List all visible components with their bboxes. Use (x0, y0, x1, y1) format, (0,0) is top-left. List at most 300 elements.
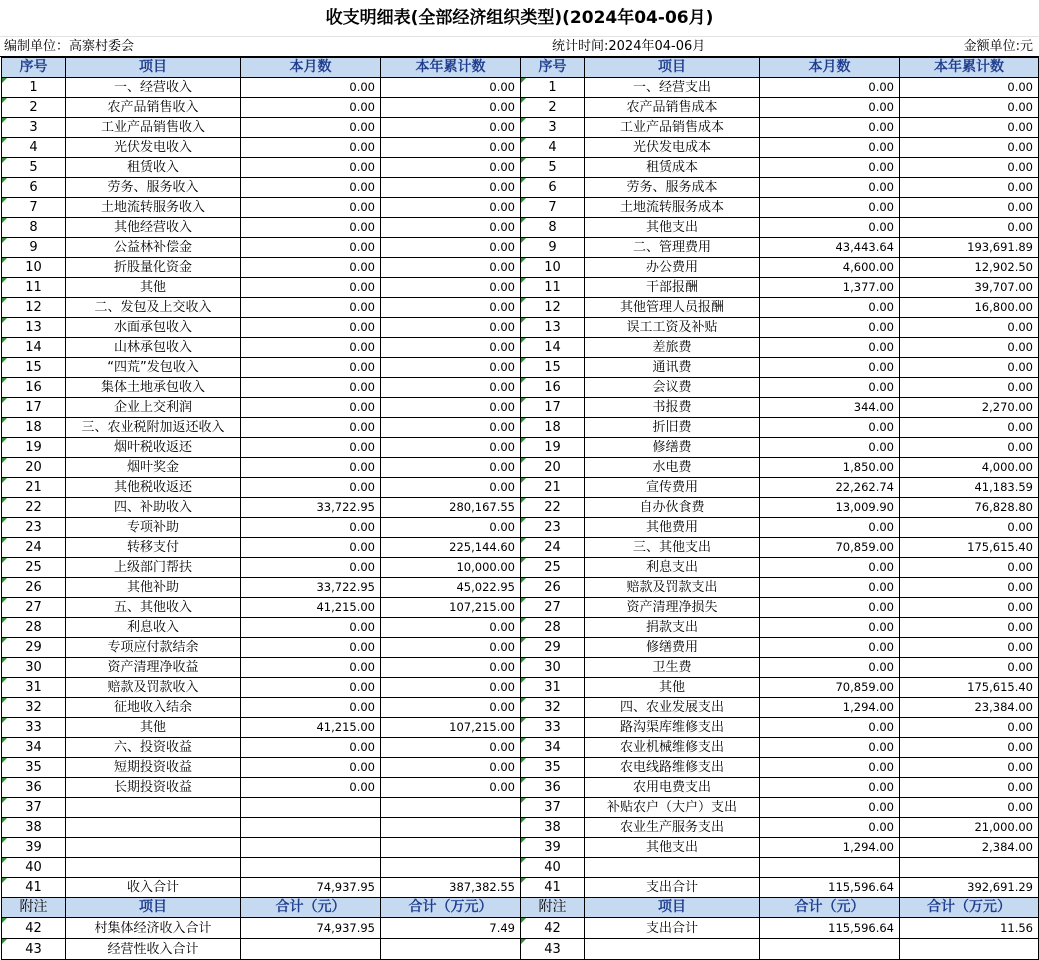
footer-note-right: 附注 (521, 898, 585, 918)
table-row (2, 638, 1039, 658)
table-row (2, 158, 1039, 178)
expense-item: 办公费用 (585, 258, 760, 278)
expense-ytd: 175,615.40 (900, 678, 1039, 698)
income-month: 0.00 (241, 198, 381, 218)
income-ytd: 0.00 (381, 218, 521, 238)
expense-ytd (900, 939, 1039, 960)
expense-item: 其他管理人员报酬 (585, 298, 760, 318)
income-ytd: 225,144.60 (381, 538, 521, 558)
income-seq: 34 (2, 738, 66, 758)
income-item: 工业产品销售收入 (66, 118, 241, 138)
income-seq: 14 (2, 338, 66, 358)
income-seq: 16 (2, 378, 66, 398)
table-row (2, 338, 1039, 358)
income-ytd: 0.00 (381, 618, 521, 638)
currency-unit: 金额单位:元 (963, 39, 1033, 54)
expense-ytd: 0.00 (900, 78, 1039, 98)
expense-item: 路沟渠库维修支出 (585, 718, 760, 738)
expense-month: 0.00 (760, 318, 900, 338)
expense-ytd: 0.00 (900, 718, 1039, 738)
expense-month: 0.00 (760, 138, 900, 158)
income-ytd (381, 818, 521, 838)
income-month: 0.00 (241, 518, 381, 538)
expense-item: 一、经营支出 (585, 78, 760, 98)
expense-ytd: 0.00 (900, 218, 1039, 238)
expense-seq: 31 (521, 678, 585, 698)
income-seq: 3 (2, 118, 66, 138)
table-row (2, 498, 1039, 518)
expense-seq: 1 (521, 78, 585, 98)
income-item: 转移支付 (66, 538, 241, 558)
income-month: 0.00 (241, 558, 381, 578)
expense-month: 0.00 (760, 618, 900, 638)
expense-seq: 36 (521, 778, 585, 798)
income-seq: 38 (2, 818, 66, 838)
table-row (2, 818, 1039, 838)
income-month: 74,937.95 (241, 878, 381, 898)
expense-ytd: 11.56 (900, 918, 1039, 939)
income-seq: 21 (2, 478, 66, 498)
income-seq: 17 (2, 398, 66, 418)
income-item: 五、其他收入 (66, 598, 241, 618)
expense-month: 1,850.00 (760, 458, 900, 478)
income-ytd: 0.00 (381, 678, 521, 698)
expense-item: 书报费 (585, 398, 760, 418)
income-ytd: 0.00 (381, 738, 521, 758)
income-month: 0.00 (241, 298, 381, 318)
expense-month (760, 939, 900, 960)
expense-seq: 39 (521, 838, 585, 858)
expense-item: 干部报酬 (585, 278, 760, 298)
expense-month: 344.00 (760, 398, 900, 418)
table-row (2, 578, 1039, 598)
expense-item: 卫生费 (585, 658, 760, 678)
expense-ytd: 0.00 (900, 778, 1039, 798)
expense-seq: 5 (521, 158, 585, 178)
income-item (66, 818, 241, 838)
footer-item-left: 项目 (66, 898, 241, 918)
income-seq: 10 (2, 258, 66, 278)
table-row (2, 858, 1039, 878)
expense-ytd: 193,691.89 (900, 238, 1039, 258)
expense-item: 其他 (585, 678, 760, 698)
expense-month: 0.00 (760, 598, 900, 618)
expense-month: 0.00 (760, 658, 900, 678)
income-item: 收入合计 (66, 878, 241, 898)
income-ytd: 0.00 (381, 758, 521, 778)
income-seq: 4 (2, 138, 66, 158)
expense-ytd (900, 858, 1039, 878)
expense-ytd: 0.00 (900, 118, 1039, 138)
expense-item: 二、管理费用 (585, 238, 760, 258)
expense-ytd: 175,615.40 (900, 538, 1039, 558)
income-ytd: 0.00 (381, 138, 521, 158)
income-item (66, 798, 241, 818)
income-month: 0.00 (241, 358, 381, 378)
income-ytd: 0.00 (381, 298, 521, 318)
expense-ytd: 0.00 (900, 158, 1039, 178)
expense-item: 修缮费用 (585, 638, 760, 658)
income-item: 光伏发电收入 (66, 138, 241, 158)
income-ytd (381, 939, 521, 960)
expense-item: 四、农业发展支出 (585, 698, 760, 718)
header-ytd-right: 本年累计数 (900, 58, 1039, 78)
income-month: 0.00 (241, 258, 381, 278)
expense-ytd: 2,384.00 (900, 838, 1039, 858)
income-seq: 23 (2, 518, 66, 538)
expense-ytd: 0.00 (900, 438, 1039, 458)
income-ytd: 0.00 (381, 658, 521, 678)
income-item: 赔款及罚款收入 (66, 678, 241, 698)
expense-month: 0.00 (760, 818, 900, 838)
income-month: 0.00 (241, 618, 381, 638)
income-item: 其他补助 (66, 578, 241, 598)
expense-ytd: 23,384.00 (900, 698, 1039, 718)
expense-ytd: 16,800.00 (900, 298, 1039, 318)
income-item: 村集体经济收入合计 (66, 918, 241, 939)
expense-seq: 28 (521, 618, 585, 638)
income-item: 利息收入 (66, 618, 241, 638)
header-item-left: 项目 (66, 58, 241, 78)
expense-month: 115,596.64 (760, 918, 900, 939)
income-seq: 41 (2, 878, 66, 898)
income-item: 专项应付款结余 (66, 638, 241, 658)
expense-ytd: 41,183.59 (900, 478, 1039, 498)
income-month (241, 798, 381, 818)
income-month: 0.00 (241, 78, 381, 98)
expense-month: 1,377.00 (760, 278, 900, 298)
expense-month: 0.00 (760, 158, 900, 178)
income-item: 企业上交利润 (66, 398, 241, 418)
income-item: 其他 (66, 278, 241, 298)
table-row (2, 418, 1039, 438)
expense-item: 光伏发电成本 (585, 138, 760, 158)
income-item: 集体土地承包收入 (66, 378, 241, 398)
income-item: 六、投资收益 (66, 738, 241, 758)
expense-ytd: 0.00 (900, 658, 1039, 678)
income-ytd: 10,000.00 (381, 558, 521, 578)
expense-ytd: 0.00 (900, 618, 1039, 638)
footer-yuan-right: 合计（元） (760, 898, 900, 918)
income-month: 74,937.95 (241, 918, 381, 939)
expense-month: 4,600.00 (760, 258, 900, 278)
income-seq: 31 (2, 678, 66, 698)
expense-item: 折旧费 (585, 418, 760, 438)
expense-month: 1,294.00 (760, 698, 900, 718)
expense-item: 土地流转服务成本 (585, 198, 760, 218)
income-seq: 11 (2, 278, 66, 298)
expense-seq: 11 (521, 278, 585, 298)
table-row (2, 98, 1039, 118)
income-seq: 9 (2, 238, 66, 258)
expense-item: 通讯费 (585, 358, 760, 378)
table-row (2, 878, 1039, 898)
expense-month: 0.00 (760, 218, 900, 238)
income-month: 0.00 (241, 478, 381, 498)
expense-ytd: 0.00 (900, 338, 1039, 358)
table-row (2, 558, 1039, 578)
expense-ytd: 2,270.00 (900, 398, 1039, 418)
expense-month: 0.00 (760, 178, 900, 198)
income-ytd: 0.00 (381, 278, 521, 298)
expense-seq: 33 (521, 718, 585, 738)
expense-ytd: 0.00 (900, 798, 1039, 818)
income-month (241, 858, 381, 878)
income-seq: 40 (2, 858, 66, 878)
expense-item: 误工工资及补贴 (585, 318, 760, 338)
expense-seq: 9 (521, 238, 585, 258)
expense-month: 13,009.90 (760, 498, 900, 518)
expense-seq: 13 (521, 318, 585, 338)
income-seq: 13 (2, 318, 66, 338)
income-seq: 2 (2, 98, 66, 118)
income-item: 劳务、服务收入 (66, 178, 241, 198)
expense-ytd: 0.00 (900, 418, 1039, 438)
expense-ytd: 0.00 (900, 318, 1039, 338)
expense-item: 宣传费用 (585, 478, 760, 498)
income-item: 专项补助 (66, 518, 241, 538)
income-ytd: 0.00 (381, 458, 521, 478)
expense-item: 农业生产服务支出 (585, 818, 760, 838)
income-seq: 37 (2, 798, 66, 818)
income-month: 0.00 (241, 458, 381, 478)
income-month: 0.00 (241, 658, 381, 678)
header-month-left: 本月数 (241, 58, 381, 78)
income-ytd: 0.00 (381, 518, 521, 538)
expense-seq: 43 (521, 939, 585, 960)
footer-yuan-left: 合计（元） (241, 898, 381, 918)
expense-seq: 6 (521, 178, 585, 198)
income-ytd: 280,167.55 (381, 498, 521, 518)
income-item: 四、补助收入 (66, 498, 241, 518)
income-month: 0.00 (241, 738, 381, 758)
expense-month: 0.00 (760, 118, 900, 138)
expense-ytd: 0.00 (900, 178, 1039, 198)
expense-month: 0.00 (760, 358, 900, 378)
income-item (66, 838, 241, 858)
table-row (2, 178, 1039, 198)
expense-seq: 23 (521, 518, 585, 538)
expense-item: 农用电费支出 (585, 778, 760, 798)
table-row (2, 598, 1039, 618)
income-ytd: 0.00 (381, 158, 521, 178)
expense-ytd: 0.00 (900, 358, 1039, 378)
expense-ytd: 0.00 (900, 98, 1039, 118)
income-item: 资产清理净收益 (66, 658, 241, 678)
expense-ytd: 76,828.80 (900, 498, 1039, 518)
expense-item: 水电费 (585, 458, 760, 478)
expense-seq: 3 (521, 118, 585, 138)
expense-month: 0.00 (760, 298, 900, 318)
expense-seq: 29 (521, 638, 585, 658)
expense-month: 0.00 (760, 778, 900, 798)
expense-item: 支出合计 (585, 918, 760, 939)
income-month: 0.00 (241, 118, 381, 138)
income-ytd: 0.00 (381, 398, 521, 418)
expense-ytd: 0.00 (900, 738, 1039, 758)
expense-item: 赔款及罚款支出 (585, 578, 760, 598)
table-row (2, 478, 1039, 498)
expense-month: 43,443.64 (760, 238, 900, 258)
table-row (2, 778, 1039, 798)
expense-item: 其他支出 (585, 838, 760, 858)
expense-month: 0.00 (760, 418, 900, 438)
expense-seq: 30 (521, 658, 585, 678)
expense-item (585, 939, 760, 960)
expense-seq: 37 (521, 798, 585, 818)
expense-seq: 32 (521, 698, 585, 718)
footer-note-left: 附注 (2, 898, 66, 918)
income-ytd: 0.00 (381, 778, 521, 798)
income-ytd: 0.00 (381, 118, 521, 138)
expense-seq: 2 (521, 98, 585, 118)
income-expense-table (1, 57, 1039, 960)
table-row (2, 198, 1039, 218)
income-seq: 6 (2, 178, 66, 198)
expense-ytd: 39,707.00 (900, 278, 1039, 298)
expense-item: 其他支出 (585, 218, 760, 238)
expense-seq: 25 (521, 558, 585, 578)
income-item: 山林承包收入 (66, 338, 241, 358)
expense-seq: 18 (521, 418, 585, 438)
table-row (2, 718, 1039, 738)
expense-item: 利息支出 (585, 558, 760, 578)
table-row (2, 238, 1039, 258)
table-row (2, 678, 1039, 698)
expense-month: 0.00 (760, 578, 900, 598)
expense-month: 0.00 (760, 798, 900, 818)
income-seq: 18 (2, 418, 66, 438)
income-month (241, 939, 381, 960)
income-ytd: 0.00 (381, 358, 521, 378)
income-month: 0.00 (241, 278, 381, 298)
income-ytd: 0.00 (381, 698, 521, 718)
expense-month: 70,859.00 (760, 538, 900, 558)
income-ytd: 0.00 (381, 638, 521, 658)
income-month (241, 838, 381, 858)
table-row (2, 318, 1039, 338)
income-ytd: 107,215.00 (381, 718, 521, 738)
income-item: 水面承包收入 (66, 318, 241, 338)
expense-seq: 20 (521, 458, 585, 478)
table-row (2, 918, 1039, 939)
income-ytd: 0.00 (381, 318, 521, 338)
income-seq: 24 (2, 538, 66, 558)
income-ytd: 0.00 (381, 78, 521, 98)
expense-seq: 26 (521, 578, 585, 598)
income-month: 0.00 (241, 318, 381, 338)
income-seq: 32 (2, 698, 66, 718)
expense-month: 0.00 (760, 198, 900, 218)
expense-month: 0.00 (760, 338, 900, 358)
expense-seq: 22 (521, 498, 585, 518)
expense-item: 农电线路维修支出 (585, 758, 760, 778)
income-item: 其他 (66, 718, 241, 738)
income-ytd (381, 838, 521, 858)
income-month: 0.00 (241, 138, 381, 158)
income-month: 0.00 (241, 698, 381, 718)
income-month: 0.00 (241, 238, 381, 258)
income-seq: 19 (2, 438, 66, 458)
header-seq-right: 序号 (521, 58, 585, 78)
table-row (2, 218, 1039, 238)
income-month: 0.00 (241, 538, 381, 558)
expense-item: 会议费 (585, 378, 760, 398)
expense-ytd: 4,000.00 (900, 458, 1039, 478)
income-seq: 35 (2, 758, 66, 778)
header-month-right: 本月数 (760, 58, 900, 78)
income-seq: 1 (2, 78, 66, 98)
income-seq: 12 (2, 298, 66, 318)
expense-item: 补贴农户（大户）支出 (585, 798, 760, 818)
expense-month: 22,262.74 (760, 478, 900, 498)
expense-item (585, 858, 760, 878)
income-ytd: 0.00 (381, 338, 521, 358)
expense-item: 农业机械维修支出 (585, 738, 760, 758)
expense-seq: 38 (521, 818, 585, 838)
expense-seq: 34 (521, 738, 585, 758)
income-month: 0.00 (241, 778, 381, 798)
expense-ytd: 0.00 (900, 138, 1039, 158)
income-item: 长期投资收益 (66, 778, 241, 798)
income-ytd: 0.00 (381, 238, 521, 258)
table-header (2, 58, 1039, 78)
expense-item: 三、其他支出 (585, 538, 760, 558)
expense-ytd: 0.00 (900, 598, 1039, 618)
income-ytd: 0.00 (381, 378, 521, 398)
income-ytd: 45,022.95 (381, 578, 521, 598)
income-item: 征地收入结余 (66, 698, 241, 718)
expense-item: 其他费用 (585, 518, 760, 538)
expense-month: 1,294.00 (760, 838, 900, 858)
table-row (2, 458, 1039, 478)
expense-ytd: 0.00 (900, 758, 1039, 778)
header-item-right: 项目 (585, 58, 760, 78)
income-item: 公益林补偿金 (66, 238, 241, 258)
table-row (2, 258, 1039, 278)
income-ytd: 0.00 (381, 438, 521, 458)
income-item: 其他税收返还 (66, 478, 241, 498)
income-seq: 26 (2, 578, 66, 598)
table-row (2, 698, 1039, 718)
expense-item: 工业产品销售成本 (585, 118, 760, 138)
income-seq: 5 (2, 158, 66, 178)
income-month: 0.00 (241, 418, 381, 438)
income-item: 二、发包及上交收入 (66, 298, 241, 318)
income-seq: 7 (2, 198, 66, 218)
income-month: 0.00 (241, 638, 381, 658)
income-item: 烟叶税收返还 (66, 438, 241, 458)
table-row (2, 518, 1039, 538)
income-month: 0.00 (241, 758, 381, 778)
expense-seq: 14 (521, 338, 585, 358)
expense-seq: 16 (521, 378, 585, 398)
income-month: 0.00 (241, 378, 381, 398)
footer-wan-left: 合计（万元） (381, 898, 521, 918)
income-month: 0.00 (241, 338, 381, 358)
expense-item: 捐款支出 (585, 618, 760, 638)
table-row (2, 438, 1039, 458)
income-item: 其他经营收入 (66, 218, 241, 238)
income-ytd: 0.00 (381, 418, 521, 438)
income-ytd: 0.00 (381, 258, 521, 278)
income-month: 0.00 (241, 158, 381, 178)
income-item: 农产品销售收入 (66, 98, 241, 118)
report-title: 收支明细表(全部经济组织类型)(2024年04-06月) (0, 0, 1039, 37)
expense-item: 支出合计 (585, 878, 760, 898)
statistics-period: 统计时间:2024年04-06月 (552, 39, 706, 54)
expense-month: 0.00 (760, 738, 900, 758)
